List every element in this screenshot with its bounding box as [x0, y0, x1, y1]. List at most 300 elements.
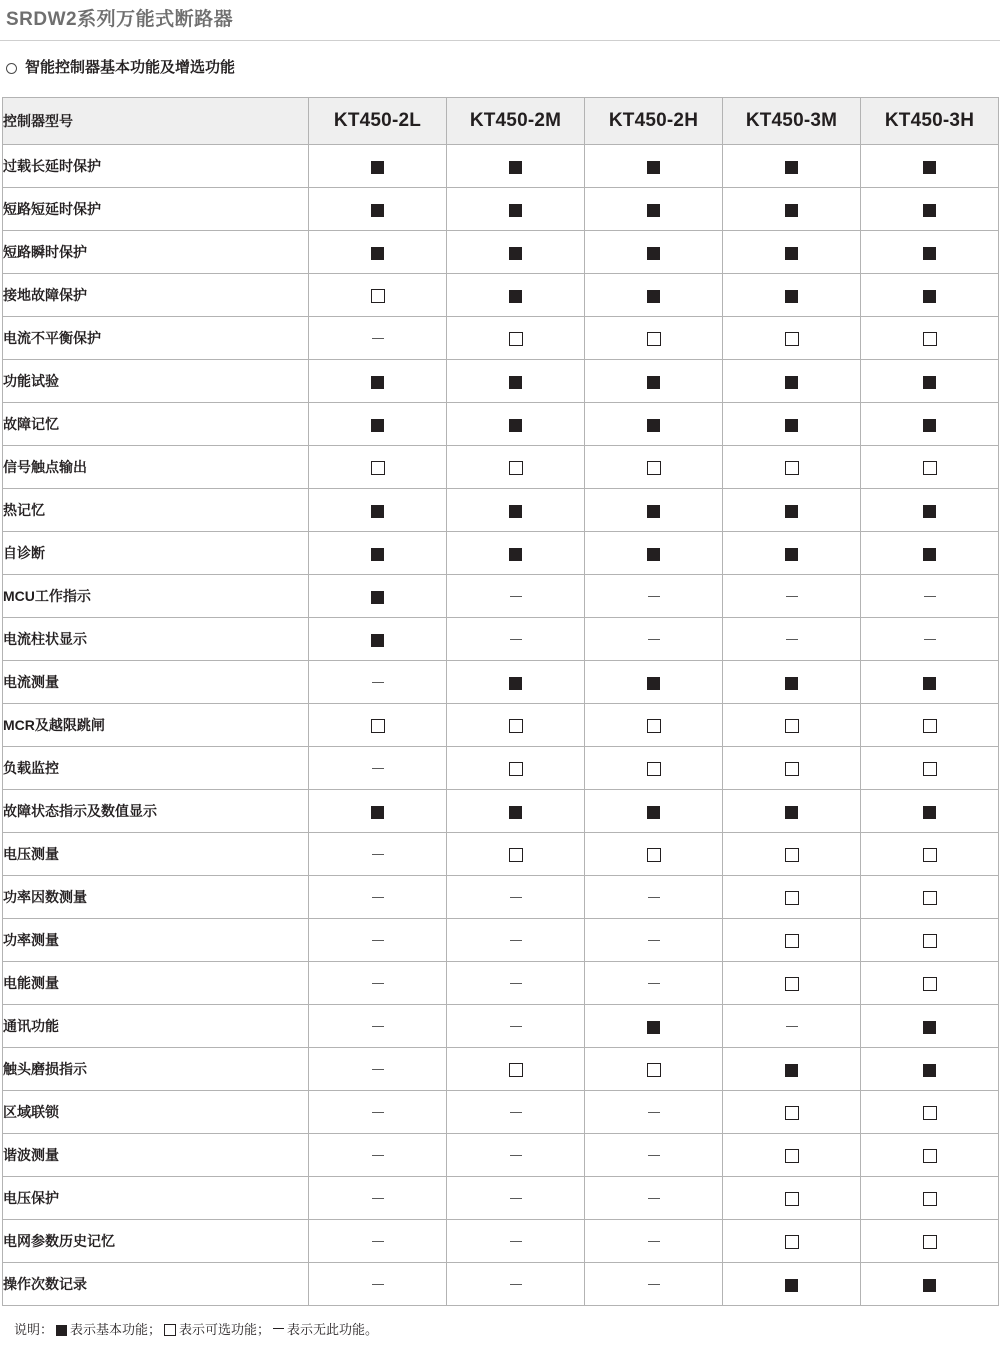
mark-dash-icon — [510, 940, 522, 941]
table-note — [0, 1306, 1000, 1340]
function-cell — [309, 1263, 447, 1306]
mark-dash-icon — [510, 1026, 522, 1027]
function-cell — [723, 962, 861, 1005]
mark-filled-icon — [509, 548, 522, 561]
mark-dash-icon — [372, 1155, 384, 1156]
function-cell — [585, 876, 723, 919]
row-label: MCU工作指示 — [3, 575, 309, 618]
mark-dash-icon — [510, 1155, 522, 1156]
mark-filled-icon — [785, 806, 798, 819]
table-row — [3, 489, 999, 532]
mark-dash-icon — [786, 639, 798, 640]
table-row — [3, 575, 999, 618]
function-cell — [585, 618, 723, 661]
function-cell — [309, 962, 447, 1005]
function-cell — [447, 360, 585, 403]
mark-dash-icon — [372, 1026, 384, 1027]
function-cell — [585, 360, 723, 403]
function-cell — [723, 833, 861, 876]
function-cell — [723, 274, 861, 317]
function-cell — [585, 962, 723, 1005]
function-cell — [585, 833, 723, 876]
mark-filled-icon — [785, 161, 798, 174]
mark-filled-icon — [923, 247, 936, 260]
function-cell — [309, 274, 447, 317]
mark-dash-icon — [510, 1284, 522, 1285]
table-row — [3, 962, 999, 1005]
function-cell — [309, 1091, 447, 1134]
mark-open-icon — [509, 762, 523, 776]
mark-open-icon — [647, 848, 661, 862]
mark-dash-icon — [372, 1112, 384, 1113]
note-part-3: 表示无此功能。 — [287, 1322, 379, 1337]
mark-open-icon — [509, 719, 523, 733]
mark-dash-icon — [648, 1284, 660, 1285]
function-cell — [585, 1005, 723, 1048]
mark-filled-icon — [647, 548, 660, 561]
function-cell — [309, 532, 447, 575]
function-cell — [447, 1134, 585, 1177]
table-row — [3, 1220, 999, 1263]
table-row — [3, 919, 999, 962]
function-cell — [723, 876, 861, 919]
row-label: 短路短延时保护 — [3, 188, 309, 231]
function-cell — [861, 489, 999, 532]
mark-open-icon — [923, 1235, 937, 1249]
function-cell — [861, 1134, 999, 1177]
function-cell — [309, 1177, 447, 1220]
function-cell — [723, 919, 861, 962]
function-cell — [723, 231, 861, 274]
row-label: 故障状态指示及数值显示 — [3, 790, 309, 833]
function-cell — [309, 618, 447, 661]
function-cell — [585, 145, 723, 188]
function-cell — [861, 274, 999, 317]
function-cell — [861, 747, 999, 790]
row-label: 过载长延时保护 — [3, 145, 309, 188]
table-row — [3, 188, 999, 231]
function-cell — [309, 704, 447, 747]
function-cell — [723, 1048, 861, 1091]
mark-dash-icon — [648, 1155, 660, 1156]
mark-dash-icon — [924, 596, 936, 597]
mark-dash-icon — [372, 1241, 384, 1242]
column-header-model-1: KT450-2M — [447, 98, 585, 145]
function-cell — [585, 489, 723, 532]
mark-filled-icon — [785, 247, 798, 260]
bullet-circle-icon — [6, 63, 17, 74]
mark-open-icon — [647, 719, 661, 733]
mark-filled-icon — [647, 290, 660, 303]
mark-open-icon — [923, 891, 937, 905]
function-cell — [447, 446, 585, 489]
mark-filled-icon — [371, 505, 384, 518]
mark-dash-icon — [372, 1069, 384, 1070]
function-cell — [309, 575, 447, 618]
function-cell — [309, 360, 447, 403]
function-cell — [447, 231, 585, 274]
function-cell — [723, 790, 861, 833]
function-cell — [309, 661, 447, 704]
function-cell — [447, 145, 585, 188]
function-cell — [585, 317, 723, 360]
function-cell — [723, 1134, 861, 1177]
mark-open-icon — [785, 1192, 799, 1206]
function-cell — [861, 704, 999, 747]
column-header-model-4: KT450-3H — [861, 98, 999, 145]
mark-filled-icon — [923, 806, 936, 819]
function-cell — [723, 403, 861, 446]
function-cell — [447, 1263, 585, 1306]
table-row — [3, 876, 999, 919]
function-cell — [447, 962, 585, 1005]
mark-filled-icon — [371, 419, 384, 432]
mark-filled-icon — [509, 677, 522, 690]
function-cell — [723, 1177, 861, 1220]
row-label: 故障记忆 — [3, 403, 309, 446]
row-label: 操作次数记录 — [3, 1263, 309, 1306]
column-header-model-2: KT450-2H — [585, 98, 723, 145]
function-cell — [585, 188, 723, 231]
mark-open-icon — [647, 762, 661, 776]
function-cell — [723, 661, 861, 704]
function-cell — [723, 446, 861, 489]
function-cell — [309, 231, 447, 274]
function-cell — [861, 919, 999, 962]
mark-filled-icon — [647, 161, 660, 174]
mark-filled-icon — [785, 1064, 798, 1077]
mark-dash-icon — [648, 1198, 660, 1199]
mark-dash-icon — [510, 1112, 522, 1113]
mark-filled-icon — [923, 1279, 936, 1292]
mark-dash-icon — [648, 1241, 660, 1242]
row-label: 电压保护 — [3, 1177, 309, 1220]
mark-dash-icon — [510, 639, 522, 640]
mark-dash-icon — [648, 639, 660, 640]
function-cell — [447, 1091, 585, 1134]
function-cell — [585, 1177, 723, 1220]
mark-open-icon — [923, 977, 937, 991]
mark-dash-icon — [372, 983, 384, 984]
column-header-model-0: KT450-2L — [309, 98, 447, 145]
function-cell — [861, 532, 999, 575]
function-cell — [309, 1005, 447, 1048]
row-label: 电压测量 — [3, 833, 309, 876]
row-label: 功率因数测量 — [3, 876, 309, 919]
function-cell — [723, 618, 861, 661]
function-cell — [585, 231, 723, 274]
mark-filled-icon — [785, 204, 798, 217]
mark-open-icon — [509, 1063, 523, 1077]
note-prefix: 说明： — [14, 1322, 54, 1337]
mark-filled-icon — [647, 419, 660, 432]
function-cell — [447, 532, 585, 575]
mark-open-icon — [923, 719, 937, 733]
function-cell — [447, 1177, 585, 1220]
row-label: 接地故障保护 — [3, 274, 309, 317]
function-cell — [585, 661, 723, 704]
table-row — [3, 532, 999, 575]
controller-function-table — [2, 97, 999, 1306]
mark-dash-icon — [372, 940, 384, 941]
mark-open-icon — [371, 289, 385, 303]
section-heading — [0, 41, 1000, 79]
legend-dash-icon — [273, 1328, 284, 1329]
function-cell — [861, 962, 999, 1005]
mark-open-icon — [371, 719, 385, 733]
function-cell — [723, 489, 861, 532]
row-label: 短路瞬时保护 — [3, 231, 309, 274]
mark-filled-icon — [647, 247, 660, 260]
section-heading-label: 智能控制器基本功能及增选功能 — [25, 59, 236, 76]
mark-filled-icon — [509, 290, 522, 303]
function-cell — [447, 1005, 585, 1048]
mark-dash-icon — [372, 854, 384, 855]
mark-filled-icon — [647, 204, 660, 217]
note-part-1: 表示基本功能； — [70, 1322, 162, 1337]
mark-filled-icon — [923, 204, 936, 217]
table-row — [3, 145, 999, 188]
table-row — [3, 446, 999, 489]
function-cell — [723, 1091, 861, 1134]
mark-dash-icon — [924, 639, 936, 640]
table-row — [3, 231, 999, 274]
function-cell — [309, 317, 447, 360]
mark-filled-icon — [647, 505, 660, 518]
mark-dash-icon — [786, 1026, 798, 1027]
function-cell — [585, 704, 723, 747]
function-cell — [447, 188, 585, 231]
table-row — [3, 360, 999, 403]
function-cell — [861, 317, 999, 360]
function-cell — [309, 747, 447, 790]
mark-filled-icon — [923, 1064, 936, 1077]
mark-filled-icon — [923, 505, 936, 518]
function-cell — [861, 833, 999, 876]
mark-open-icon — [923, 461, 937, 475]
table-row — [3, 833, 999, 876]
function-cell — [447, 833, 585, 876]
mark-dash-icon — [510, 596, 522, 597]
table-row — [3, 1048, 999, 1091]
function-cell — [861, 618, 999, 661]
function-cell — [861, 1177, 999, 1220]
mark-open-icon — [509, 332, 523, 346]
function-cell — [447, 1048, 585, 1091]
function-cell — [585, 1091, 723, 1134]
function-cell — [861, 188, 999, 231]
mark-filled-icon — [509, 806, 522, 819]
table-row — [3, 704, 999, 747]
function-cell — [585, 747, 723, 790]
function-cell — [309, 1220, 447, 1263]
function-cell — [585, 446, 723, 489]
mark-filled-icon — [371, 591, 384, 604]
function-cell — [861, 403, 999, 446]
mark-filled-icon — [923, 376, 936, 389]
function-cell — [447, 489, 585, 532]
mark-filled-icon — [785, 376, 798, 389]
row-label: 电流测量 — [3, 661, 309, 704]
function-cell — [585, 1220, 723, 1263]
mark-open-icon — [785, 461, 799, 475]
mark-open-icon — [785, 719, 799, 733]
row-label: 热记忆 — [3, 489, 309, 532]
page-title: SRDW2系列万能式断路器 — [6, 9, 234, 30]
mark-filled-icon — [647, 677, 660, 690]
mark-open-icon — [923, 934, 937, 948]
mark-open-icon — [785, 934, 799, 948]
mark-dash-icon — [372, 768, 384, 769]
function-cell — [861, 446, 999, 489]
function-cell — [447, 747, 585, 790]
function-cell — [309, 489, 447, 532]
function-cell — [585, 919, 723, 962]
function-cell — [309, 1134, 447, 1177]
function-cell — [309, 446, 447, 489]
function-cell — [585, 1134, 723, 1177]
function-cell — [861, 790, 999, 833]
mark-open-icon — [509, 848, 523, 862]
mark-filled-icon — [923, 419, 936, 432]
mark-open-icon — [923, 762, 937, 776]
mark-dash-icon — [648, 1112, 660, 1113]
function-cell — [309, 919, 447, 962]
note-part-2: 表示可选功能； — [179, 1322, 271, 1337]
mark-filled-icon — [923, 1021, 936, 1034]
function-cell — [723, 360, 861, 403]
mark-filled-icon — [923, 548, 936, 561]
mark-dash-icon — [510, 1198, 522, 1199]
row-label: 功率测量 — [3, 919, 309, 962]
function-cell — [447, 919, 585, 962]
table-row — [3, 403, 999, 446]
mark-open-icon — [371, 461, 385, 475]
mark-filled-icon — [509, 376, 522, 389]
function-cell — [585, 790, 723, 833]
table-head — [3, 98, 999, 145]
function-cell — [309, 1048, 447, 1091]
mark-filled-icon — [371, 161, 384, 174]
table-row — [3, 1134, 999, 1177]
mark-open-icon — [785, 1106, 799, 1120]
mark-open-icon — [923, 1106, 937, 1120]
mark-open-icon — [785, 891, 799, 905]
mark-dash-icon — [648, 983, 660, 984]
function-cell — [309, 876, 447, 919]
mark-filled-icon — [371, 548, 384, 561]
function-cell — [723, 747, 861, 790]
mark-open-icon — [785, 977, 799, 991]
mark-dash-icon — [786, 596, 798, 597]
legend-open-icon — [164, 1324, 176, 1336]
function-cell — [723, 188, 861, 231]
function-cell — [447, 317, 585, 360]
mark-filled-icon — [923, 677, 936, 690]
function-cell — [861, 1091, 999, 1134]
mark-filled-icon — [371, 204, 384, 217]
function-cell — [861, 661, 999, 704]
function-cell — [585, 274, 723, 317]
row-label: 电流柱状显示 — [3, 618, 309, 661]
row-label: 区域联锁 — [3, 1091, 309, 1134]
table-row — [3, 790, 999, 833]
row-label: 通讯功能 — [3, 1005, 309, 1048]
column-header-controller-model: 控制器型号 — [3, 98, 309, 145]
function-cell — [723, 1220, 861, 1263]
mark-filled-icon — [371, 247, 384, 260]
mark-filled-icon — [371, 376, 384, 389]
function-cell — [861, 1263, 999, 1306]
function-cell — [447, 704, 585, 747]
mark-filled-icon — [785, 290, 798, 303]
mark-dash-icon — [372, 682, 384, 683]
mark-dash-icon — [372, 1198, 384, 1199]
row-label: 电能测量 — [3, 962, 309, 1005]
function-cell — [585, 403, 723, 446]
function-cell — [309, 790, 447, 833]
mark-filled-icon — [785, 548, 798, 561]
table-row — [3, 747, 999, 790]
function-cell — [723, 1263, 861, 1306]
function-cell — [585, 1048, 723, 1091]
table-row — [3, 317, 999, 360]
mark-filled-icon — [647, 376, 660, 389]
mark-filled-icon — [509, 161, 522, 174]
mark-filled-icon — [371, 634, 384, 647]
function-cell — [447, 661, 585, 704]
spec-table-wrapper — [0, 79, 1000, 1306]
table-row — [3, 1263, 999, 1306]
mark-dash-icon — [510, 983, 522, 984]
mark-open-icon — [647, 1063, 661, 1077]
mark-open-icon — [785, 762, 799, 776]
table-row — [3, 274, 999, 317]
mark-open-icon — [785, 848, 799, 862]
function-cell — [723, 1005, 861, 1048]
mark-open-icon — [647, 332, 661, 346]
mark-open-icon — [647, 461, 661, 475]
row-label: 电网参数历史记忆 — [3, 1220, 309, 1263]
mark-filled-icon — [509, 247, 522, 260]
mark-open-icon — [509, 461, 523, 475]
function-cell — [861, 1005, 999, 1048]
mark-filled-icon — [923, 290, 936, 303]
row-label: MCR及越限跳闸 — [3, 704, 309, 747]
function-cell — [861, 145, 999, 188]
table-row — [3, 618, 999, 661]
mark-dash-icon — [510, 897, 522, 898]
function-cell — [447, 575, 585, 618]
mark-filled-icon — [785, 1279, 798, 1292]
function-cell — [723, 704, 861, 747]
function-cell — [447, 274, 585, 317]
function-cell — [861, 360, 999, 403]
row-label: 负载监控 — [3, 747, 309, 790]
row-label: 谐波测量 — [3, 1134, 309, 1177]
function-cell — [447, 403, 585, 446]
table-row — [3, 661, 999, 704]
table-row — [3, 1091, 999, 1134]
mark-open-icon — [785, 332, 799, 346]
mark-filled-icon — [647, 806, 660, 819]
function-cell — [585, 1263, 723, 1306]
mark-open-icon — [785, 1149, 799, 1163]
mark-filled-icon — [509, 204, 522, 217]
function-cell — [447, 618, 585, 661]
table-body — [3, 145, 999, 1306]
function-cell — [723, 532, 861, 575]
